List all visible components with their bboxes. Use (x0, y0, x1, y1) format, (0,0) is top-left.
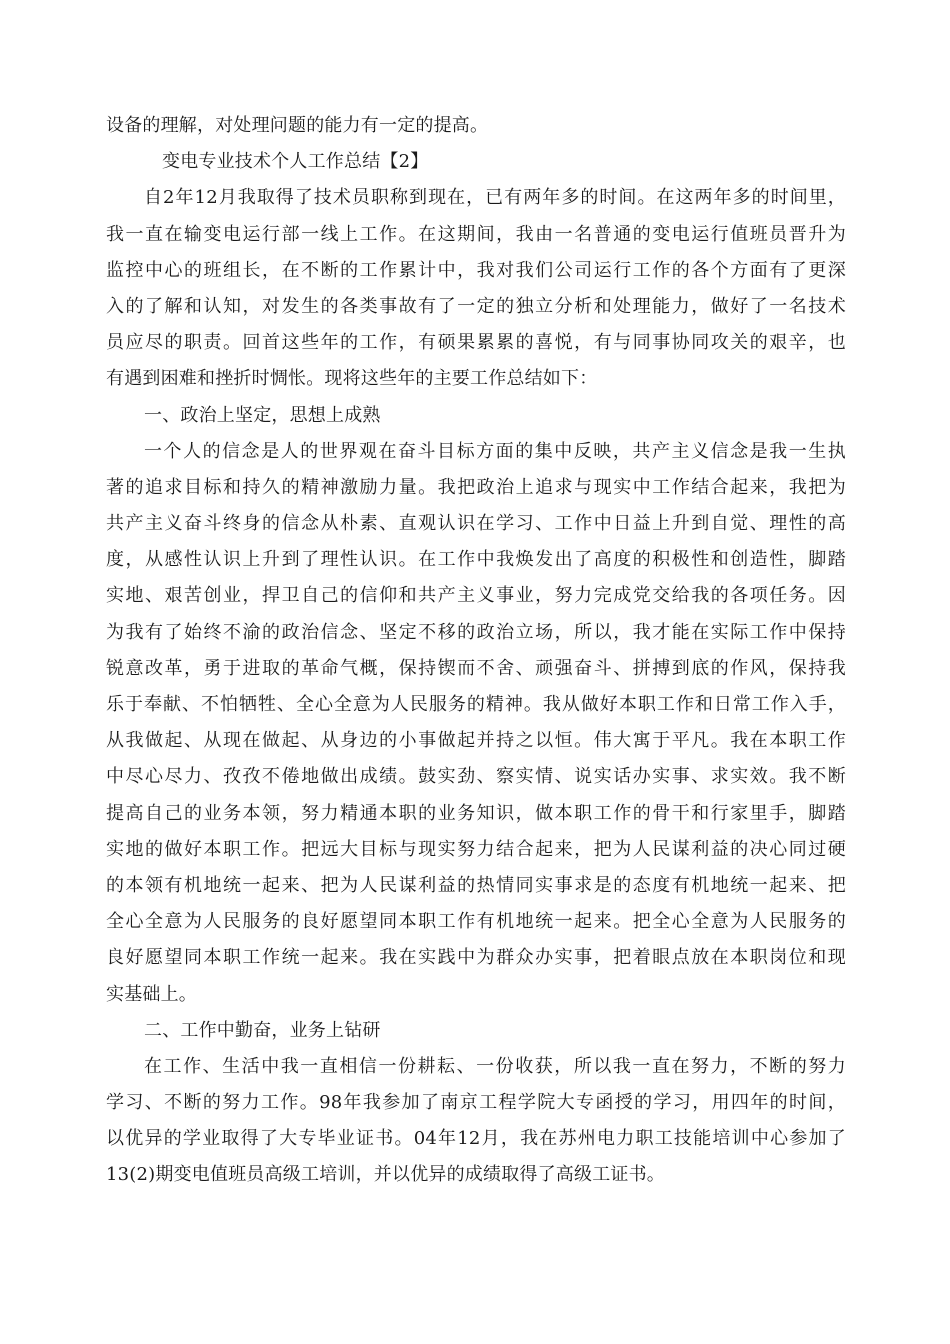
text-line: 全心全意为人民服务的良好愿望同本职工作有机地统一起来。把全心全意为人民服务的 (106, 911, 846, 933)
text-line: 入的了解和认知，对发生的各类事故有了一定的独立分析和处理能力，做好了一名技术 (106, 295, 846, 317)
text-line: 在工作、生活中我一直相信一份耕耘、一份收获，所以我一直在努力，不断的努力 (144, 1055, 846, 1077)
text-line: 从我做起、从现在做起、从身边的小事做起并持之以恒。伟大寓于平凡。我在本职工作 (106, 730, 846, 752)
text-line: 实基础上。 (106, 983, 197, 1005)
text-line: 监控中心的班组长，在不断的工作累计中，我对我们公司运行工作的各个方面有了更深 (106, 259, 846, 281)
section-title: 变电专业技术个人工作总结【2】 (162, 151, 429, 173)
text-line: 实地的做好本职工作。把远大目标与现实努力结合起来，把为人民谋利益的决心同过硬 (106, 838, 846, 860)
heading-work: 二、工作中勤奋，业务上钻研 (144, 1019, 381, 1041)
text-line: 设备的理解，对处理问题的能力有一定的提高。 (106, 115, 489, 136)
text-line: 我一直在输变电运行部一线上工作。在这期间，我由一名普通的变电运行值班员晋升为 (106, 223, 846, 245)
text-line: 实地、艰苦创业，捍卫自己的信仰和共产主义事业，努力完成党交给我的各项任务。因 (106, 585, 846, 607)
text-line: 以优异的学业取得了大专毕业证书。04年12月，我在苏州电力职工技能培训中心参加了 (106, 1128, 846, 1150)
text-line: 著的追求目标和持久的精神激励力量。我把政治上追求与现实中工作结合起来，我把为 (106, 476, 846, 498)
text-line: 良好愿望同本职工作统一起来。我在实践中为群众办实事，把着眼点放在本职岗位和现 (106, 947, 846, 969)
text-line: 共产主义奋斗终身的信念从朴素、直观认识在学习、工作中日益上升到自觉、理性的高 (106, 513, 846, 535)
text-line: 乐于奉献、不怕牺牲、全心全意为人民服务的精神。我从做好本职工作和日常工作入手， (106, 694, 846, 715)
text-line: 13(2)期变电值班员高级工培训，并以优异的成绩取得了高级工证书。 (106, 1164, 665, 1186)
text-line: 有遇到困难和挫折时惆怅。现将这些年的主要工作总结如下： (106, 368, 598, 390)
text-line: 锐意改革，勇于进取的革命气概，保持锲而不舍、顽强奋斗、拼搏到底的作风，保持我 (106, 657, 846, 679)
text-line: 员应尽的职责。回首这些年的工作，有硕果累累的喜悦，有与同事协同攻关的艰辛，也 (106, 332, 846, 354)
document-body (106, 108, 846, 1194)
text-line: 为我有了始终不渝的政治信念、坚定不移的政治立场，所以，我才能在实际工作中保持 (106, 621, 846, 643)
text-line: 度，从感性认识上升到了理性认识。在工作中我焕发出了高度的积极性和创造性，脚踏 (106, 549, 846, 571)
text-line: 提高自己的业务本领，努力精通本职的业务知识，做本职工作的骨干和行家里手，脚踏 (106, 802, 846, 824)
text-line: 一个人的信念是人的世界观在奋斗目标方面的集中反映，共产主义信念是我一生执 (144, 440, 846, 462)
heading-political: 一、政治上坚定，思想上成熟 (144, 404, 381, 426)
text-line: 学习、不断的努力工作。98年我参加了南京工程学院大专函授的学习，用四年的时间， (106, 1092, 846, 1114)
text-line: 自2年12月我取得了技术员职称到现在，已有两年多的时间。在这两年多的时间里， (144, 187, 846, 209)
text-line: 中尽心尽力、孜孜不倦地做出成绩。鼓实劲、察实情、说实话办实事、求实效。我不断 (106, 766, 846, 788)
text-line: 的本领有机地统一起来、把为人民谋利益的热情同实事求是的态度有机地统一起来、把 (106, 874, 846, 896)
